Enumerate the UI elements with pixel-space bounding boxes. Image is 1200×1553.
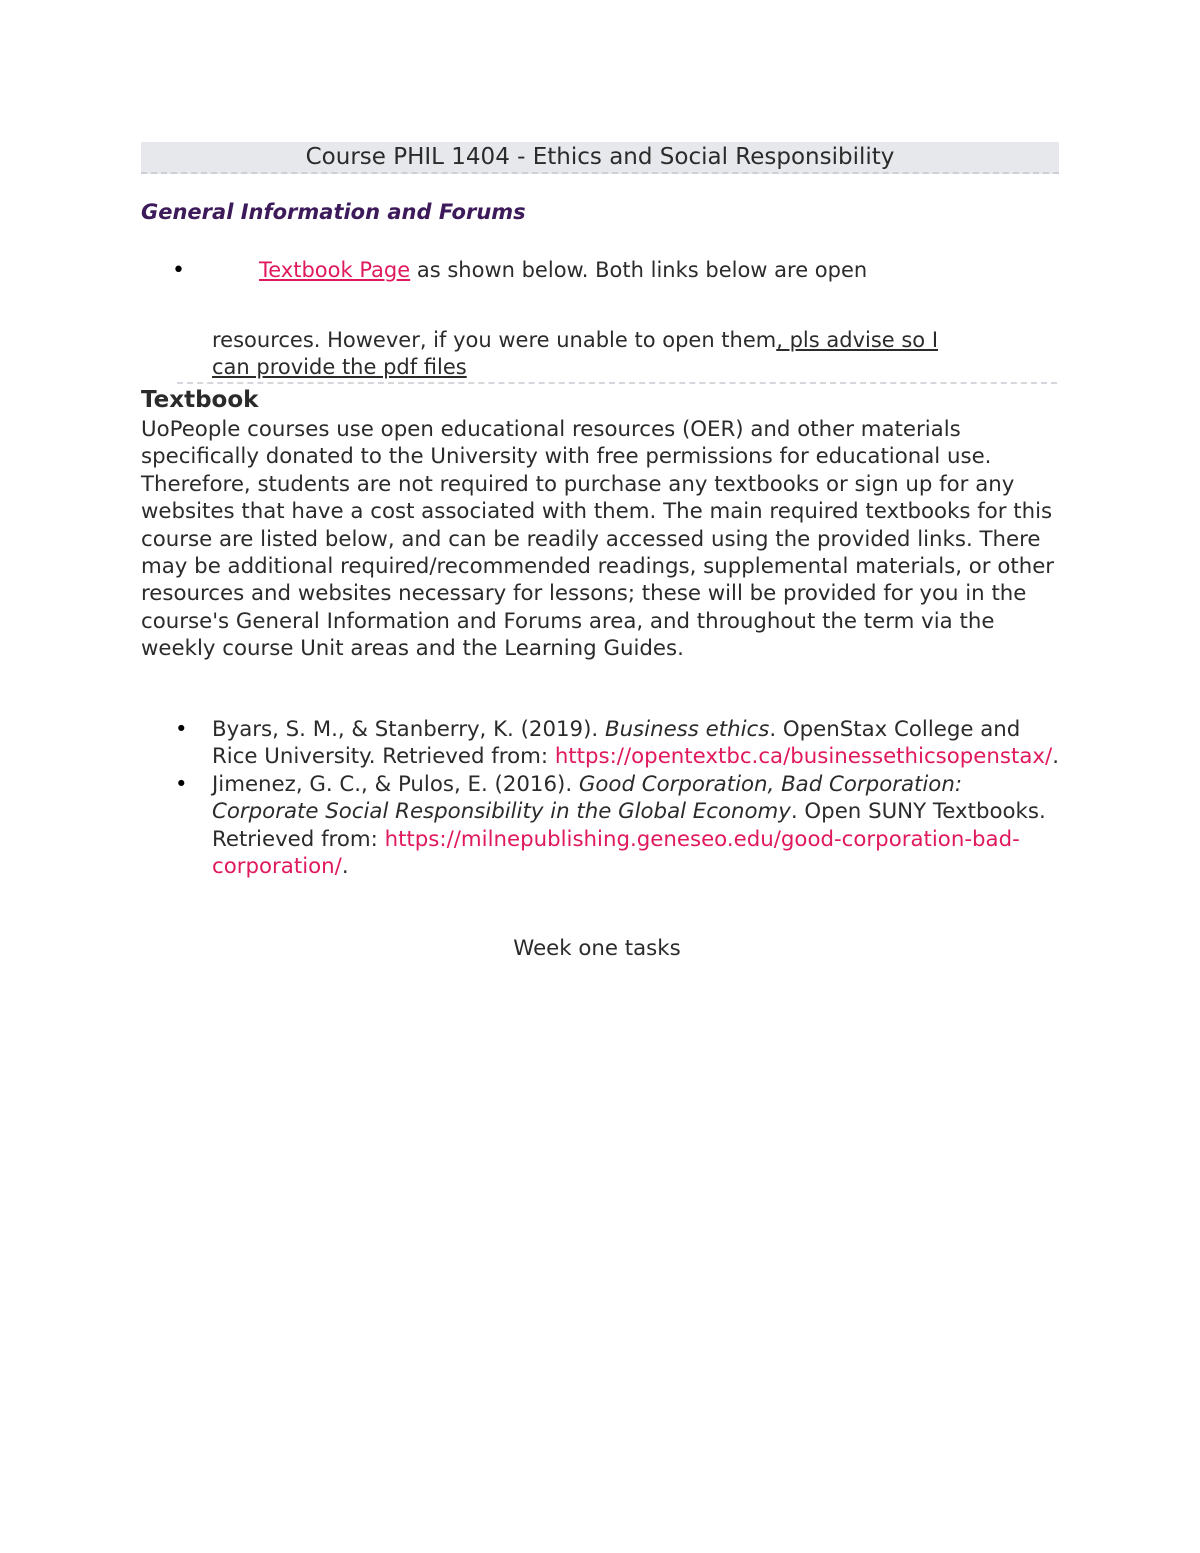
reference-url-link[interactable]: https://milnepublishing.geneseo.edu/good-corporation-bad-corporation/ <box>212 826 1020 880</box>
reference-end: . <box>341 854 349 880</box>
intro-line-2 <box>212 328 938 352</box>
reference-item <box>141 716 1059 771</box>
textbook-paragraph: UoPeople courses use open educational resources (OER) and other materials specifically donated to the University with free permissions for educational use. Therefore, students are not required to purchase any textbooks or sign up for any websites that have a cost associated with them. The main required textbooks for this course are listed below, and can be readily accessed using the provided links. There may be additional required/recommended readings, supplemental materials, or other resources and websites necessary for lessons; these will be provided for you in the course's General Information and Forums area, and throughout the term via the weekly course Unit areas and the Learning Guides. <box>141 417 1055 662</box>
textbook-page-link[interactable]: Textbook Page <box>259 258 411 282</box>
reference-end: . <box>1052 744 1059 770</box>
course-title: Course PHIL 1404 - Ethics and Social Responsibility <box>141 142 1059 174</box>
bullet-icon: • <box>172 258 185 283</box>
section-heading: General Information and Forums <box>141 200 526 224</box>
bullet-icon: • <box>175 771 188 797</box>
reference-authors: Byars, S. M., & Stanberry, K. (2019). <box>212 717 605 742</box>
reference-item <box>141 771 1059 881</box>
reference-title: Business ethics <box>604 717 770 742</box>
bullet-icon: • <box>175 717 188 742</box>
reference-url-link[interactable]: https://opentextbc.ca/businessethicsopenstax/ <box>554 744 1053 770</box>
week-tasks-heading: Week one tasks <box>513 936 681 961</box>
intro-line-3-underlined: can provide the pdf files <box>212 355 467 379</box>
reference-publisher: . Open SUNY Textbooks. Retrieved from: <box>212 799 1046 852</box>
intro-line-2-underlined: , pls advise so I <box>776 328 939 352</box>
reference-list <box>141 716 1059 880</box>
reference-title: Good Corporation, Bad Corporation: Corporate Social Responsibility in the Global Economy <box>212 771 963 825</box>
intro-line-1 <box>259 258 867 282</box>
reference-publisher: . OpenStax College and Rice University. Retrieved from: <box>212 717 1021 770</box>
reference-authors: Jimenez, G. C., & Pulos, E. (2016). <box>212 771 579 797</box>
intro-line-1-text: as shown below. Both links below are open <box>410 258 868 282</box>
textbook-heading: Textbook <box>141 387 259 413</box>
intro-line-3 <box>212 355 467 379</box>
intro-line-2-text: resources. However, if you were unable to open them <box>212 328 777 352</box>
dashed-divider <box>177 382 1057 384</box>
